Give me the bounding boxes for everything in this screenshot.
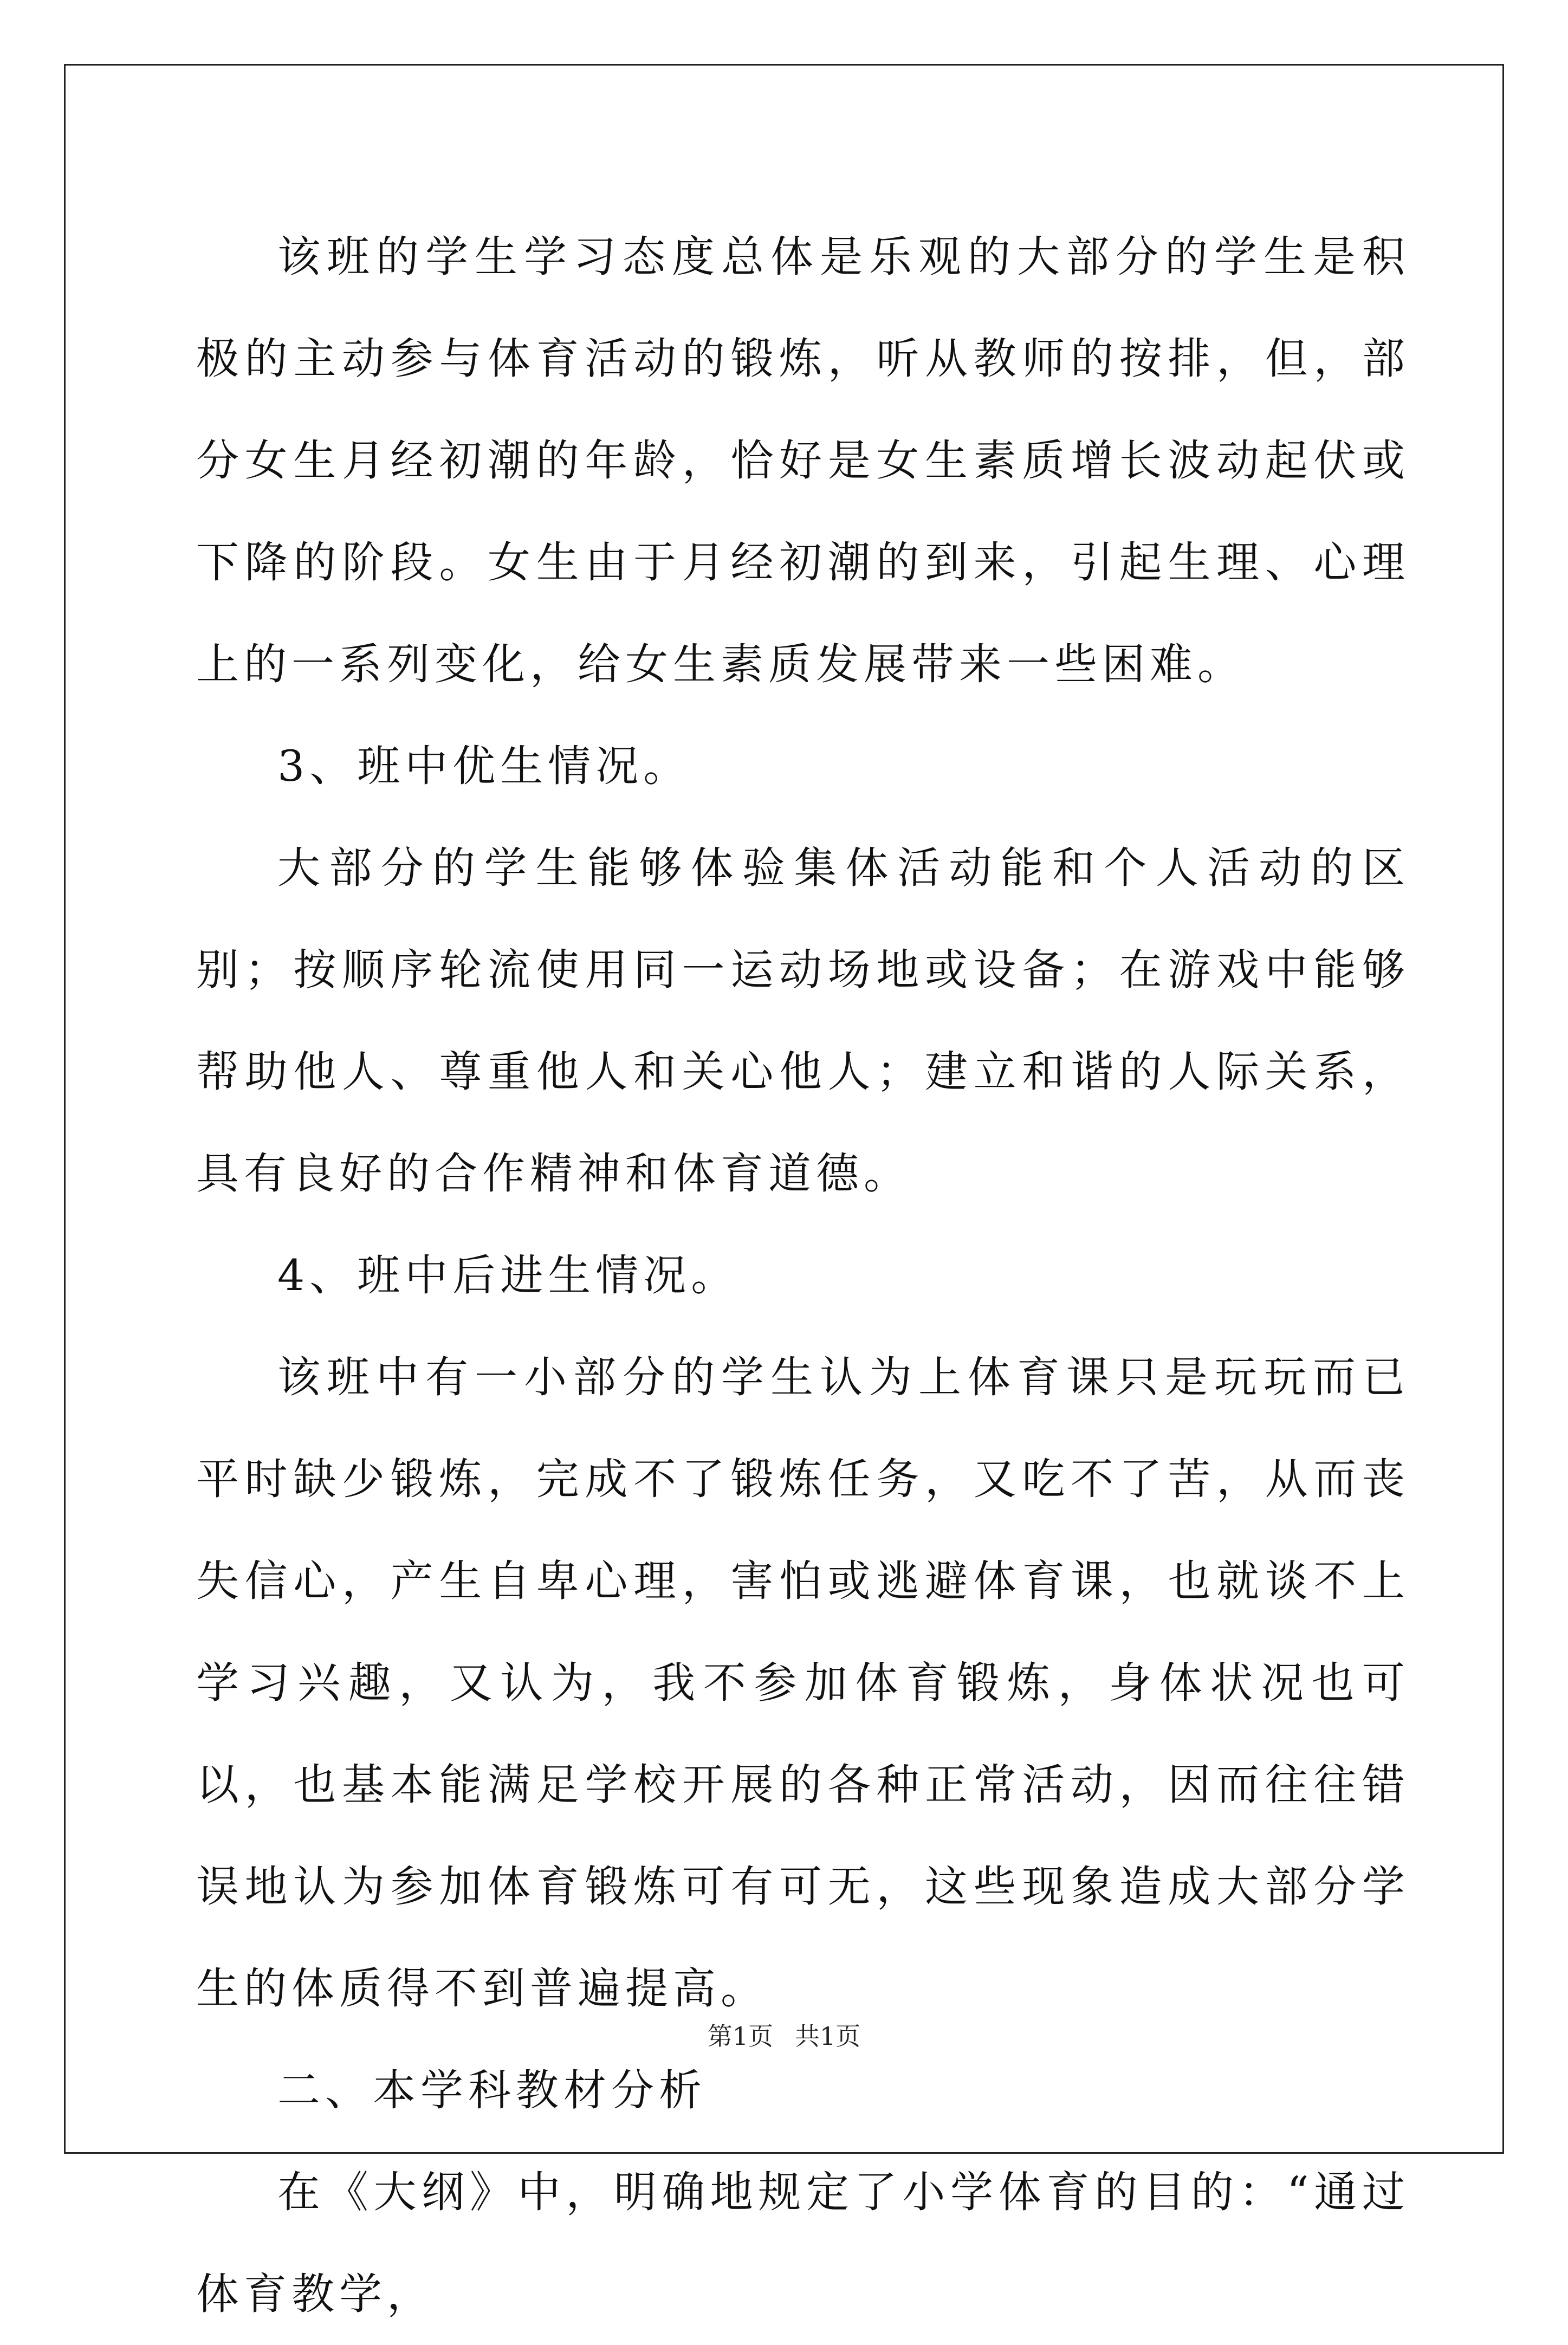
- paragraph-syllabus: 在《大纲》中，明确地规定了小学体育的目的：“通过体育教学，: [196, 2167, 1410, 2319]
- paragraph-top-students: 大部分的学生能够体验集体活动能和个人活动的区别；按顺序轮流使用同一运动场地或设备；在游戏中能够帮助他人、尊重他人和关心他人；建立和谐的人际关系，具有良好的合作精神和体育道德。: [196, 843, 1410, 1199]
- paragraph-student-attitude: 该班的学生学习态度总体是乐观的大部分的学生是积极的主动参与体育活动的锻炼，听从教师的按排，但，部分女生月经初潮的年龄，恰好是女生素质增长波动起伏或下降的阶段。女生由于月经初潮的到来，引起生理、心理上的一系列变化，给女生素质发展带来一些困难。: [196, 232, 1410, 689]
- page-number: 第1页: [707, 2022, 773, 2051]
- page-footer: [0, 2020, 1568, 2052]
- heading-top-students: 3、班中优生情况。: [277, 741, 691, 791]
- page-total: 共1页: [795, 2022, 861, 2051]
- heading-struggling-students: 4、班中后进生情况。: [277, 1251, 739, 1300]
- heading-textbook-analysis: 二、本学科教材分析: [277, 2065, 707, 2115]
- paragraph-struggling-students: 该班中有一小部分的学生认为上体育课只是玩玩而已平时缺少锻炼，完成不了锻炼任务，又吃不了苦，从而丧失信心，产生自卑心理，害怕或逃避体育课，也就谈不上学习兴趣，又认为，我不参加体育锻炼，身体状况也可以，也基本能满足学校开展的各种正常活动，因而往往错误地认为参加体育锻炼可有可无，这些现象造成大部分学生的体质得不到普遍提高。: [196, 1352, 1410, 2013]
